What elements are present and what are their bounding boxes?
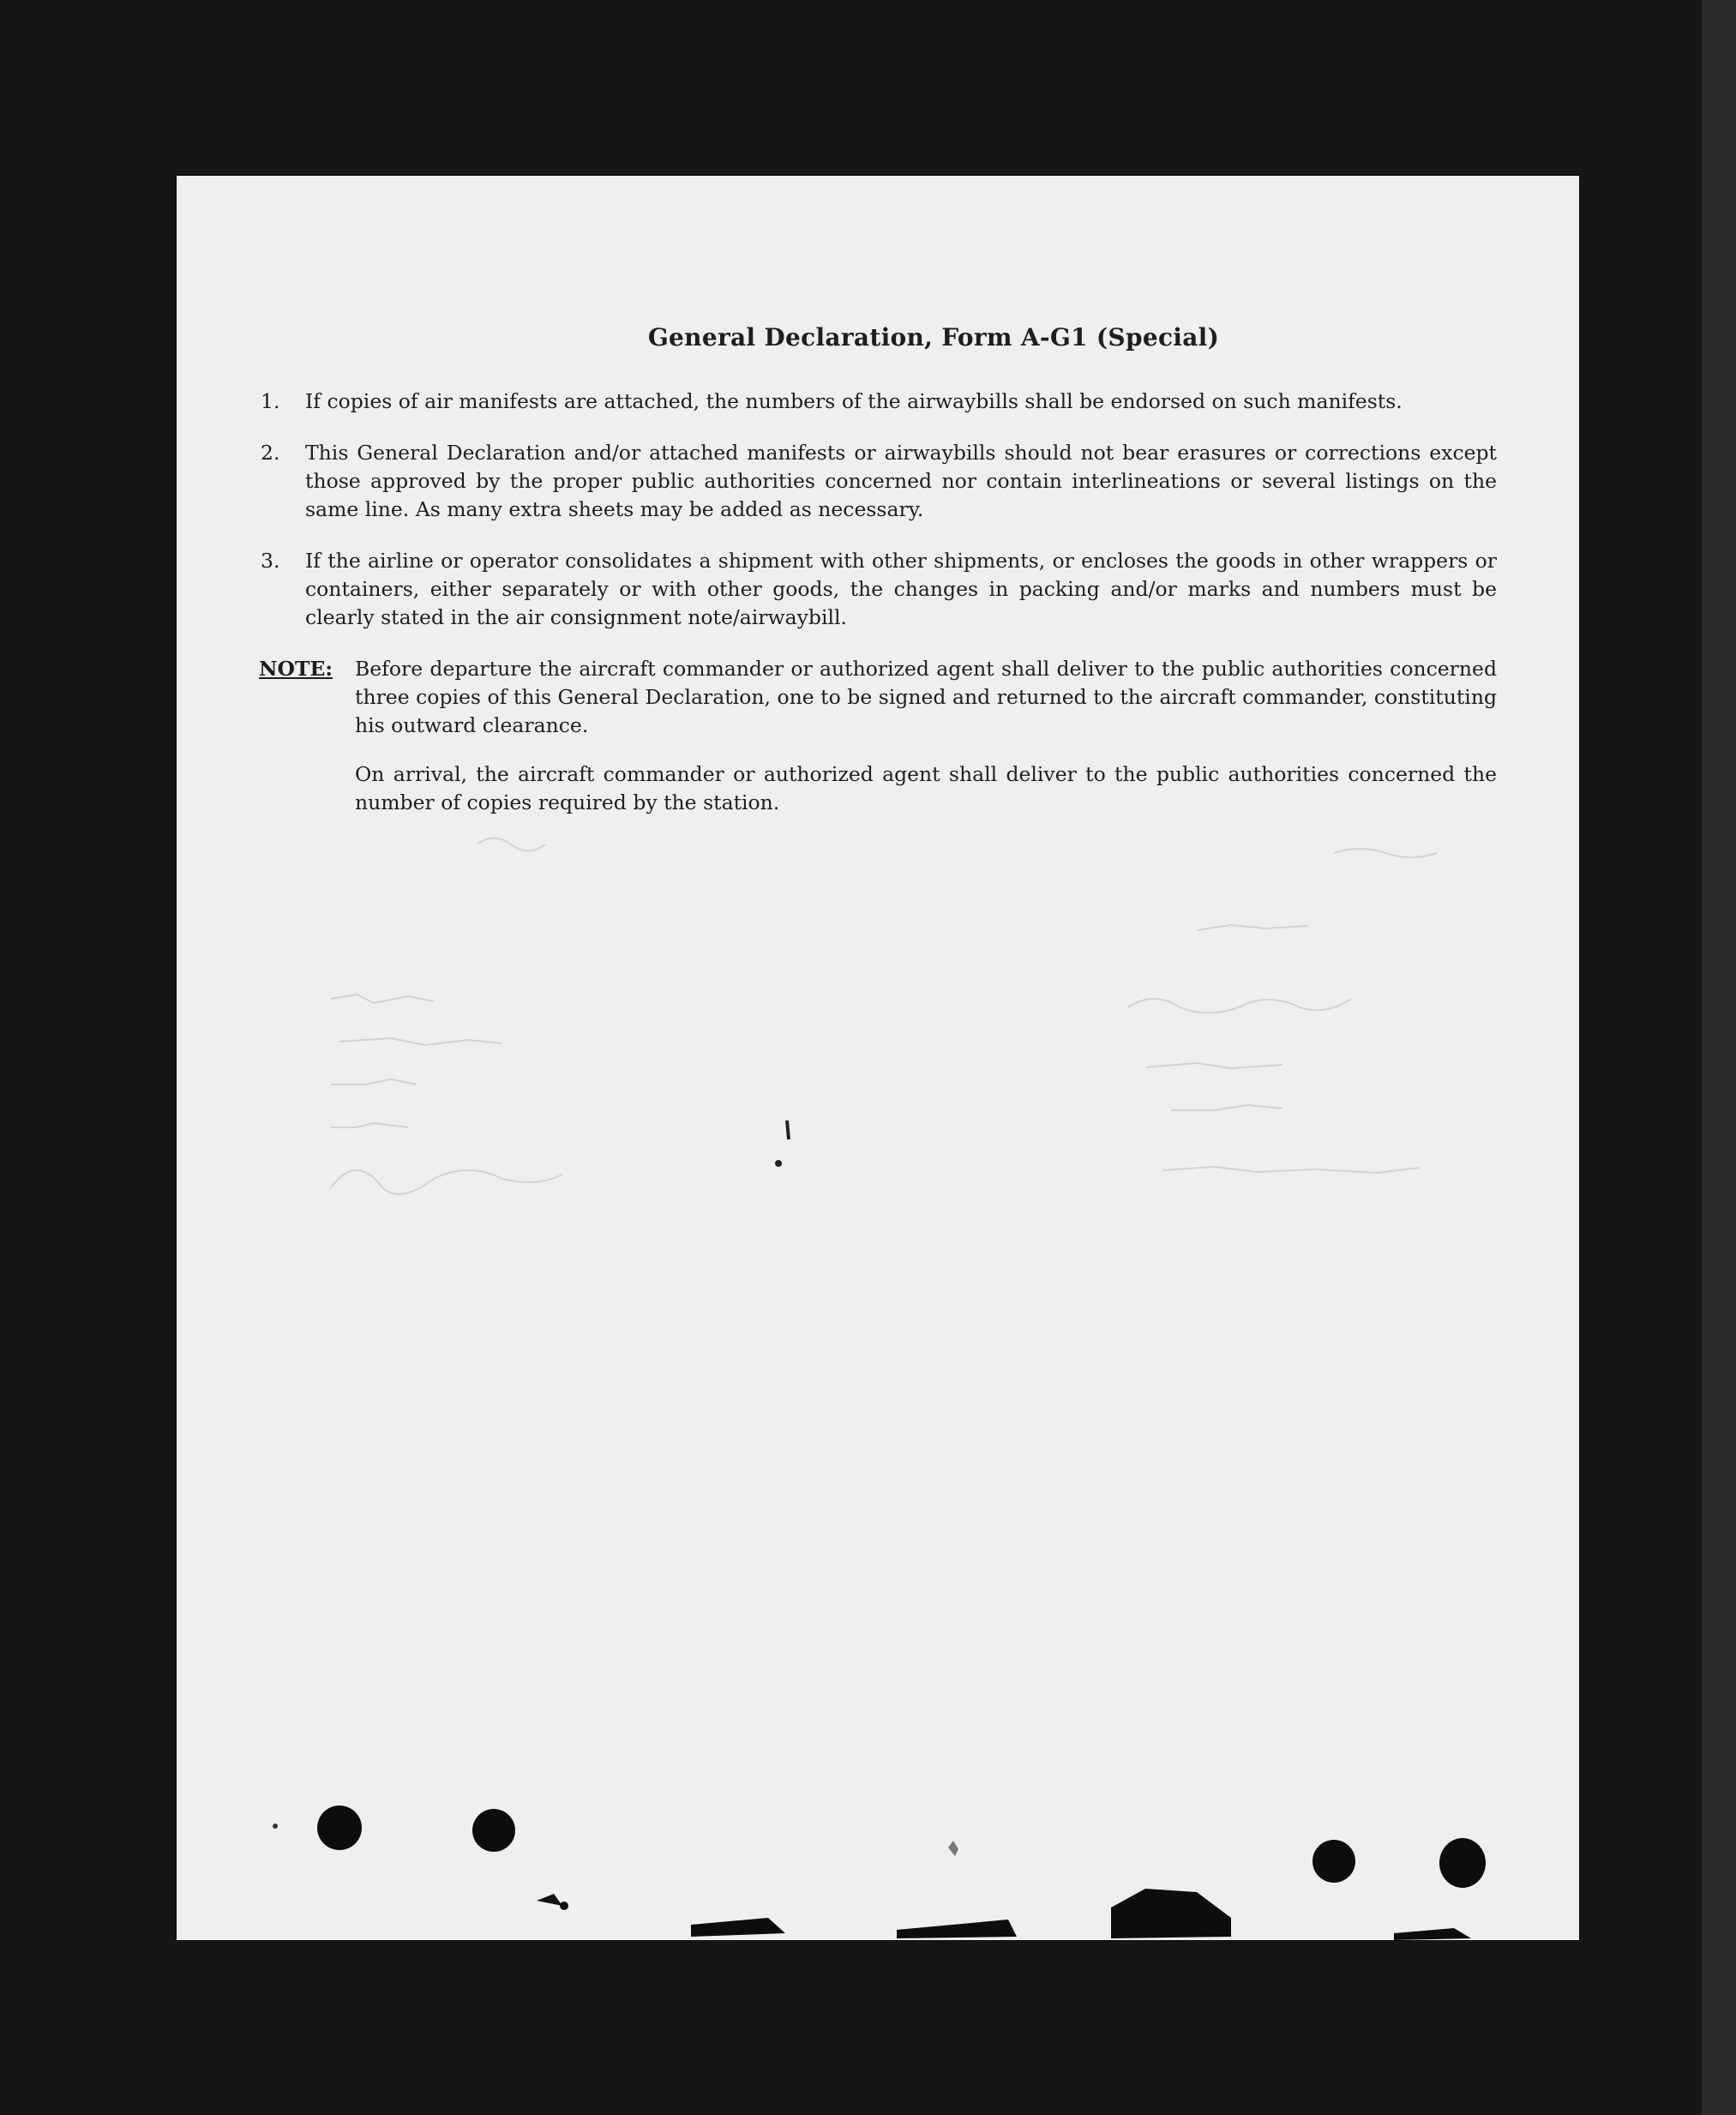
note-label-text: NOTE: (259, 657, 333, 681)
item-number: 3. (261, 549, 280, 573)
item-text: This General Declaration and/or attached manifests or airwaybills should not bear erasures or corrections except those approved by the proper public authorities concerned nor contain interlineations or several listings on the same line. As many extra sheets may be added as necessary. (305, 441, 1497, 521)
instruction-item (259, 388, 1497, 416)
note-body (355, 655, 1497, 838)
note-paragraph: Before departure the aircraft commander or authorized agent shall deliver to the public authorities concerned three copies of this General Declaration, one to be signed and returned to the aircraft commander, constituting his outward clearance. (355, 657, 1497, 737)
item-number: 2. (261, 441, 280, 465)
document-content (259, 323, 1497, 858)
note-section (259, 655, 1497, 838)
note-paragraph: On arrival, the aircraft commander or authorized agent shall deliver to the public authorities concerned the number of copies required by the station. (355, 762, 1497, 814)
item-text: If copies of air manifests are attached, the numbers of the airwaybills shall be endorsed on such manifests. (305, 389, 1403, 413)
instruction-item (259, 547, 1497, 632)
document-page (177, 176, 1579, 1940)
instruction-item (259, 439, 1497, 524)
item-number: 1. (261, 389, 280, 413)
scan-edge (1702, 0, 1736, 2115)
note-label (259, 655, 355, 838)
document-title: General Declaration, Form A-G1 (Special) (647, 323, 1220, 351)
item-text: If the airline or operator consolidates a shipment with other shipments, or encloses the goods in other wrappers or containers, either separately or with other goods, the changes in packing and/or marks and numbers must be clearly stated in the air consignment note/airwaybill. (305, 549, 1497, 629)
